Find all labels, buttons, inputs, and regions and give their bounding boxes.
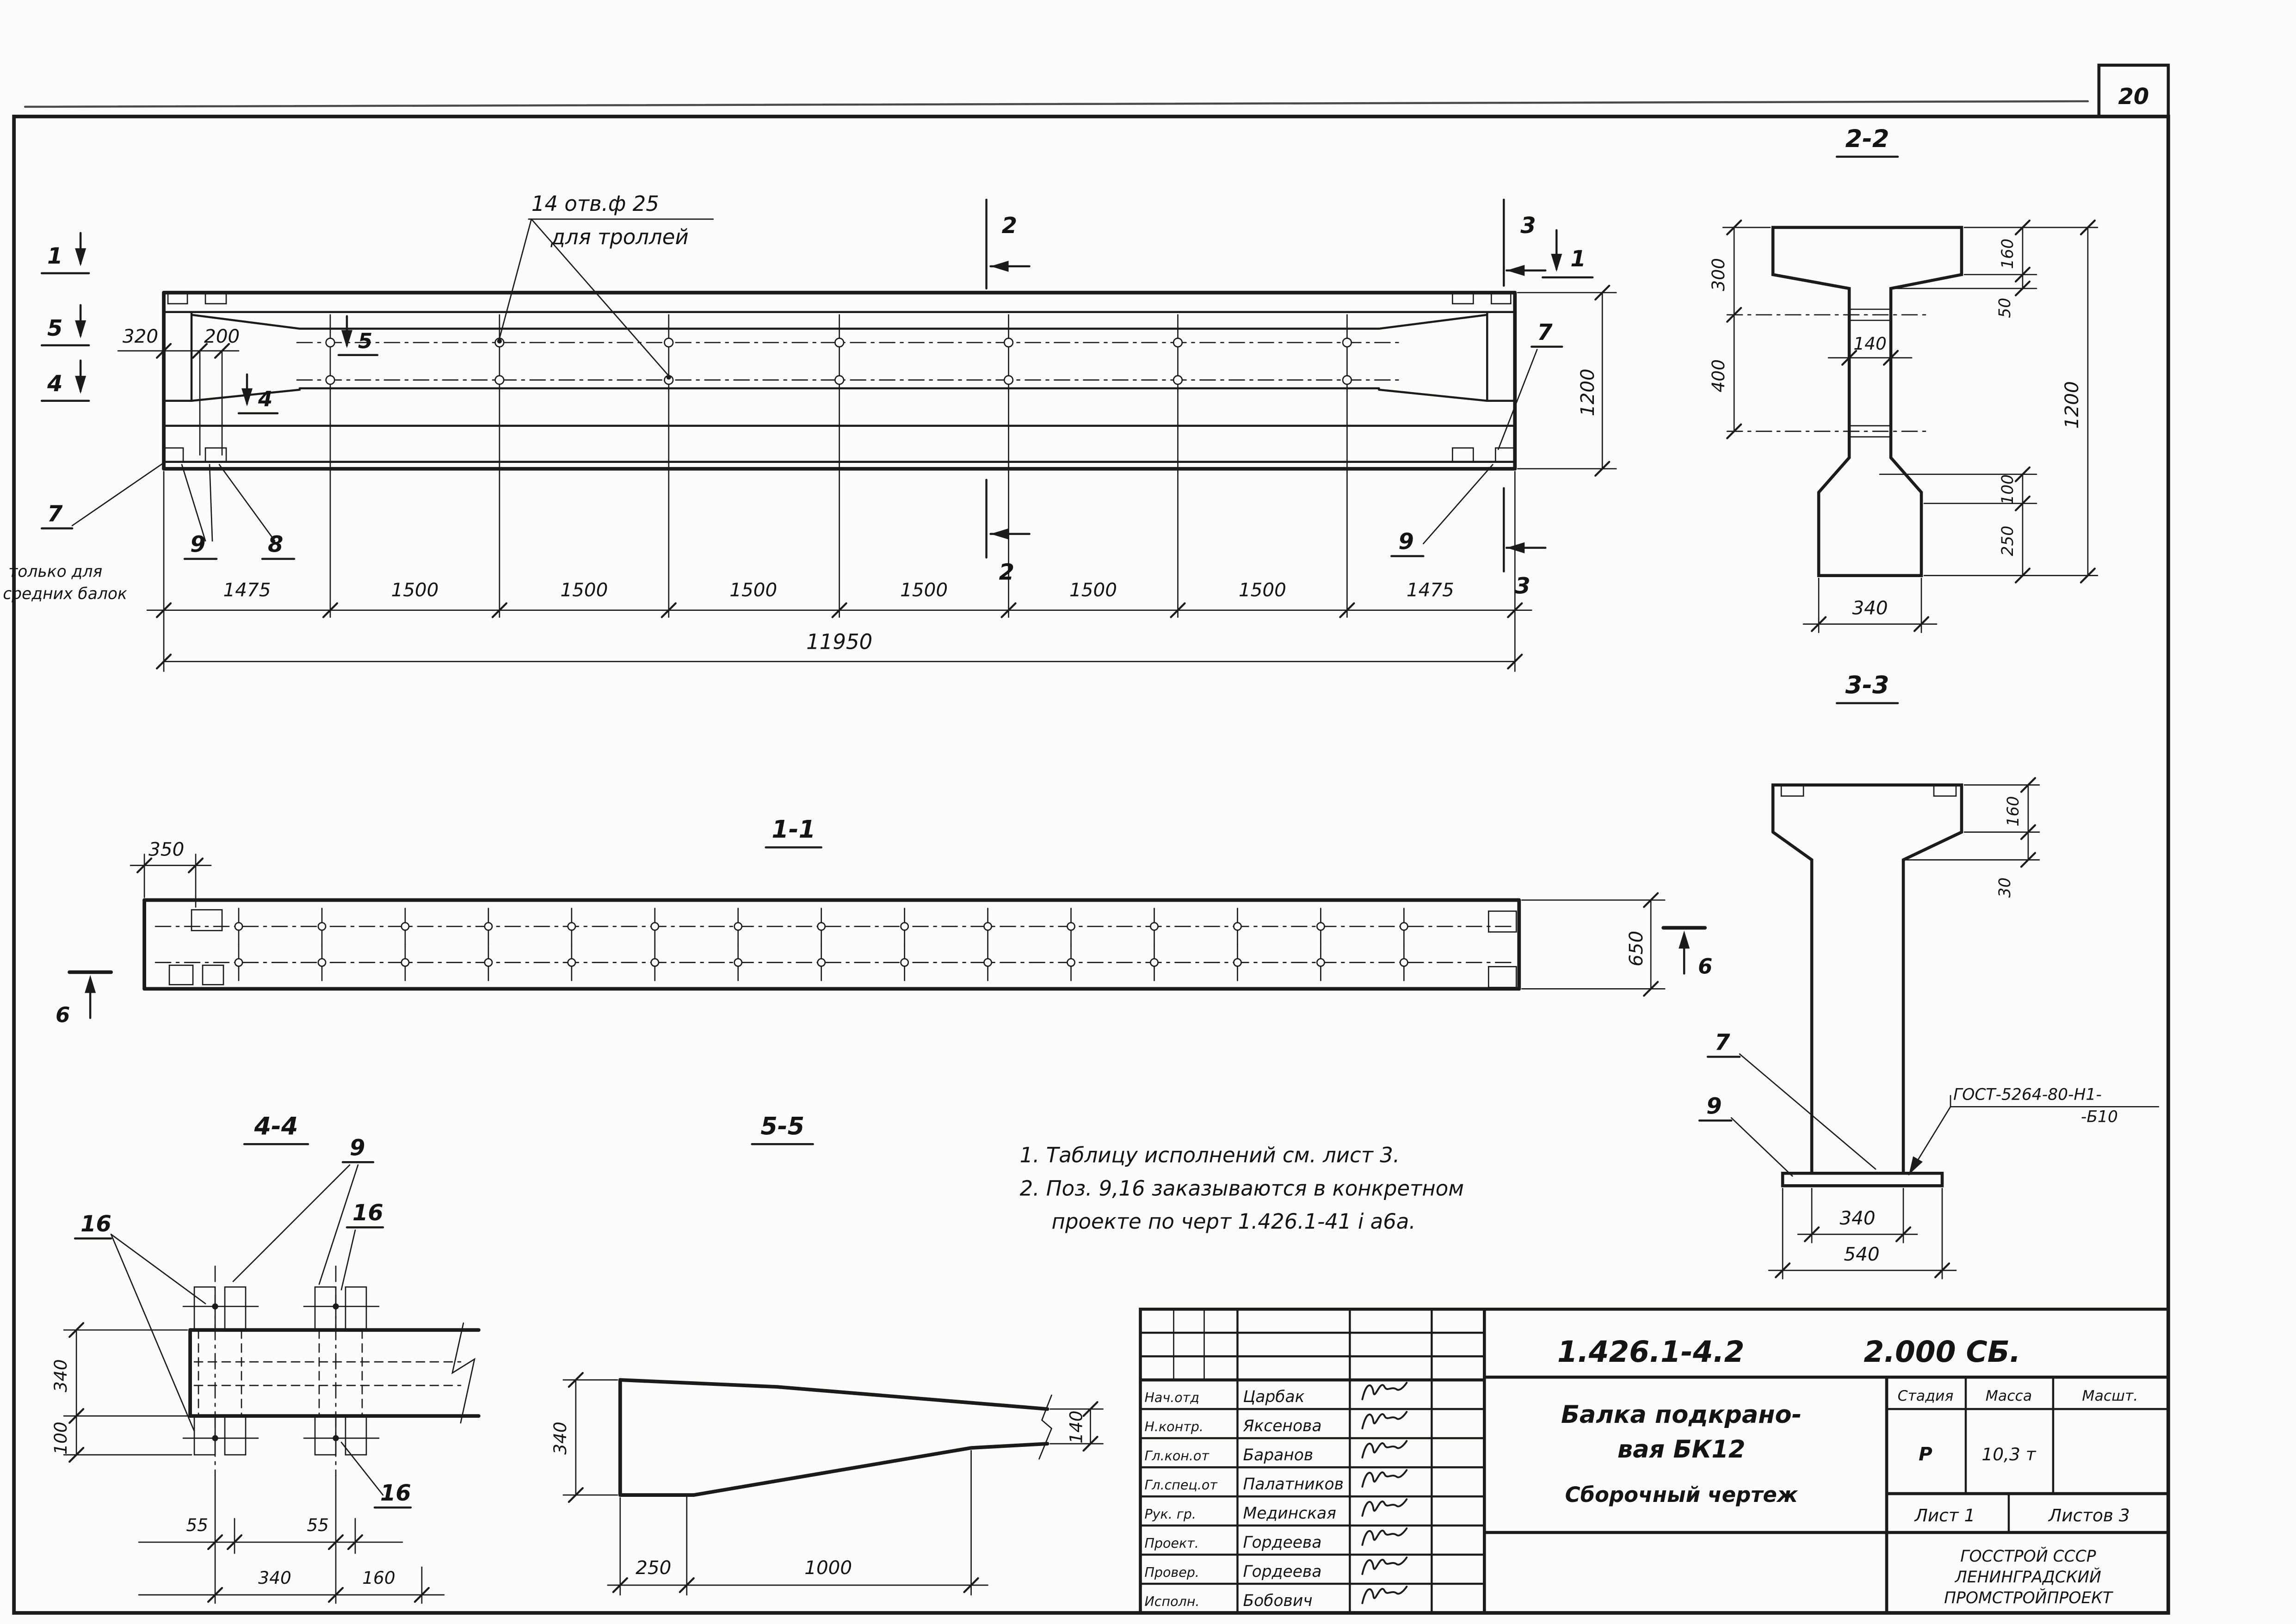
staff-name: Баранов: [1243, 1446, 1314, 1465]
marker-1-label: 1: [47, 243, 63, 269]
title-4-4: 4-4: [254, 1112, 298, 1141]
elevation-right-labels: [1391, 320, 1562, 556]
sheet-frame: [14, 65, 2168, 1613]
chain-dim: 1500: [900, 578, 948, 601]
drawing-name-2: вая БК12: [1617, 1435, 1746, 1464]
marker-5-label: 5: [47, 315, 63, 341]
section-3-3: [1699, 671, 2159, 1279]
cut-3-top: 3: [1520, 212, 1536, 239]
section-3-3-labels: [1699, 1029, 2159, 1177]
section-3-3-outline: [1773, 785, 1962, 1186]
plan-markers-6: [56, 928, 1712, 1027]
staff-name: Гордеева: [1243, 1533, 1322, 1552]
dim-650: 650: [1625, 930, 1648, 967]
view-5-5-outline: [620, 1380, 1052, 1495]
elevation-view: [3, 191, 1616, 671]
holes-callout: [497, 191, 713, 380]
scan-streak: [25, 99, 2088, 107]
cut-2-top: 2: [1001, 212, 1017, 239]
staff-name: Бобович: [1243, 1592, 1313, 1611]
dim-55-a: 55: [186, 1515, 209, 1536]
notes: [1020, 1143, 1464, 1234]
title-1-1: 1-1: [772, 815, 816, 844]
dim-1200-sec: 1200: [2060, 381, 2083, 429]
staff-name: Мединская: [1243, 1504, 1336, 1523]
marker-4-inbeam: 4: [258, 387, 273, 412]
doc-code: 2.000 СБ.: [1864, 1335, 2021, 1369]
dim-340: 340: [1852, 597, 1888, 619]
view-4-4-body: [190, 1323, 479, 1423]
sheets-label: Листов 3: [2049, 1505, 2130, 1526]
doc-number: 1.426.1-4.2: [1557, 1335, 1745, 1369]
plan-outline: [144, 900, 1519, 989]
staff-name: Царбак: [1243, 1388, 1305, 1407]
dim-540: 540: [1844, 1243, 1880, 1266]
dim-400: 400: [1708, 359, 1729, 393]
stage-value: Р: [1919, 1443, 1932, 1465]
note-line-2: 2. Поз. 9,16 заказываются в конкретном: [1019, 1176, 1464, 1201]
dim-30: 30: [1995, 877, 2014, 898]
dim-350: 350: [148, 838, 185, 861]
staff-role: Рук. гр.: [1144, 1507, 1196, 1522]
mass-label: Масса: [1985, 1388, 2032, 1405]
border-frame: [14, 117, 2168, 1613]
chain-dim: 1475: [1406, 578, 1454, 601]
staff-name: Гордеева: [1243, 1562, 1322, 1581]
page-number: 20: [2118, 83, 2149, 110]
chain-dim: 1500: [1238, 578, 1286, 601]
dim-320-200: [118, 325, 240, 455]
pos-9-sec33: 9: [1706, 1093, 1722, 1120]
hole-grid: [297, 315, 1398, 617]
dim-250-55: 250: [636, 1556, 672, 1579]
staff-role: Н.контр.: [1144, 1419, 1204, 1435]
dim-160-44: 160: [362, 1568, 395, 1588]
staff-role: Исполн.: [1144, 1594, 1200, 1610]
chain-dim: 1475: [223, 578, 271, 601]
view-4-4: [50, 1112, 479, 1603]
dim-140: 140: [1853, 333, 1887, 354]
cut-2-bottom: 2: [999, 559, 1014, 585]
view-4-4-dims: [50, 1323, 444, 1603]
pos-7-label: 7: [47, 501, 63, 527]
plan-view-1-1: [56, 815, 1712, 1027]
drawing-name-3: Сборочный чертеж: [1565, 1483, 1798, 1507]
dim-340b-44: 340: [258, 1568, 291, 1588]
drawing-name-1: Балка подкрано-: [1561, 1401, 1802, 1429]
mid-note-1: только для: [8, 562, 103, 581]
staff-role: Провер.: [1144, 1565, 1199, 1581]
pos-16-b: 16: [352, 1200, 383, 1226]
section-2-2-holes: [1727, 309, 1931, 437]
org-line-1: ГОССТРОЙ СССР: [1960, 1547, 2096, 1566]
plan-holes: [155, 908, 1512, 980]
title-3-3: 3-3: [1845, 671, 1889, 700]
org-line-2: ЛЕНИНГРАДСКИЙ: [1955, 1568, 2101, 1587]
weld-note-2: -Б10: [2080, 1107, 2118, 1126]
mass-value: 10,3 т: [1981, 1444, 2036, 1465]
pos-9-44: 9: [349, 1135, 365, 1161]
dim-total: 11950: [806, 629, 873, 654]
dim-1200: 1200: [1576, 369, 1599, 417]
staff-role: Нач.отд: [1144, 1390, 1199, 1406]
dim-1200-right: [1518, 286, 1616, 476]
stage-label: Стадия: [1897, 1388, 1954, 1405]
pos-7-sec33: 7: [1715, 1029, 1730, 1056]
staff-name: Палатников: [1243, 1475, 1344, 1494]
dim-140-55: 140: [1066, 1410, 1086, 1444]
sheet-label: Лист 1: [1914, 1505, 1975, 1526]
title-5-5: 5-5: [760, 1112, 805, 1141]
chain-dim: 1500: [560, 578, 608, 601]
scale-label: Масшт.: [2082, 1388, 2138, 1405]
cut-3-bottom: 3: [1515, 573, 1531, 599]
pos-7-right: 7: [1537, 319, 1553, 345]
holes-note-line2: для троллей: [550, 224, 689, 249]
plan-dim-650: [1522, 893, 1665, 996]
view-markers-inbeam: [239, 316, 377, 413]
staff-role: Гл.спец.от: [1144, 1477, 1217, 1493]
marker-6-left: 6: [56, 1003, 70, 1027]
title-2-2: 2-2: [1845, 124, 1889, 153]
dim-340-sec33: 340: [1839, 1207, 1876, 1230]
org-line-3: ПРОМСТРОЙПРОЕКТ: [1944, 1589, 2112, 1608]
staff-role: Проект.: [1144, 1536, 1199, 1551]
dim-160-sec33: 160: [2004, 796, 2023, 827]
dim-50: 50: [1995, 297, 2014, 318]
chain-dim: 1500: [1069, 578, 1117, 601]
pos-8-label: 8: [268, 531, 284, 558]
plan-dim-350: [130, 838, 211, 907]
marker-4-label: 4: [47, 370, 63, 397]
dim-55-b: 55: [307, 1515, 329, 1536]
pos-16-a: 16: [80, 1211, 111, 1237]
chain-dim: 1500: [729, 578, 778, 601]
dim-100: 100: [1998, 474, 2017, 505]
section-2-2-dims: [1708, 221, 2098, 633]
chain-dim: 1500: [391, 578, 439, 601]
dim-340-44: 340: [50, 1359, 71, 1392]
mid-note-2: средних балок: [3, 584, 127, 603]
pos-16-c: 16: [380, 1480, 411, 1507]
view-4-4-labels-16: [75, 1200, 411, 1507]
view-markers-left: [42, 233, 89, 401]
dim-200: 200: [204, 325, 240, 347]
holes-note-line1: 14 отв.ф 25: [531, 191, 659, 216]
marker-5-inbeam: 5: [358, 328, 373, 353]
staff-name: Яксенова: [1243, 1417, 1322, 1436]
pos-9-right: 9: [1398, 529, 1414, 555]
dim-160: 160: [1998, 238, 2017, 269]
section-2-2: [1708, 125, 2098, 633]
dim-100-44: 100: [50, 1421, 71, 1455]
view-4-4-plates: [183, 1266, 379, 1476]
pos-9-label: 9: [190, 531, 206, 558]
dim-300: 300: [1708, 258, 1729, 291]
dim-250: 250: [1998, 525, 2017, 556]
marker-6-right: 6: [1698, 954, 1713, 979]
section-2-2-outline: [1773, 228, 1962, 576]
note-line-3: проекте по черт 1.426.1-41 і а6а.: [1051, 1209, 1416, 1234]
break-line: [1039, 1395, 1052, 1459]
note-line-1: 1. Таблицу исполнений см. лист 3.: [1019, 1143, 1400, 1168]
view-1-marker: 1: [1570, 246, 1586, 272]
break-line: [452, 1323, 475, 1423]
staff-role: Гл.кон.от: [1144, 1448, 1209, 1464]
section-cut-markers: [987, 200, 1593, 599]
weld-note-1: ГОСТ-5264-80-Н1-: [1953, 1085, 2102, 1104]
dim-320: 320: [122, 325, 159, 347]
dim-1000-55: 1000: [804, 1556, 852, 1579]
title-block: [1141, 1309, 2168, 1613]
dim-340-55: 340: [549, 1421, 570, 1455]
